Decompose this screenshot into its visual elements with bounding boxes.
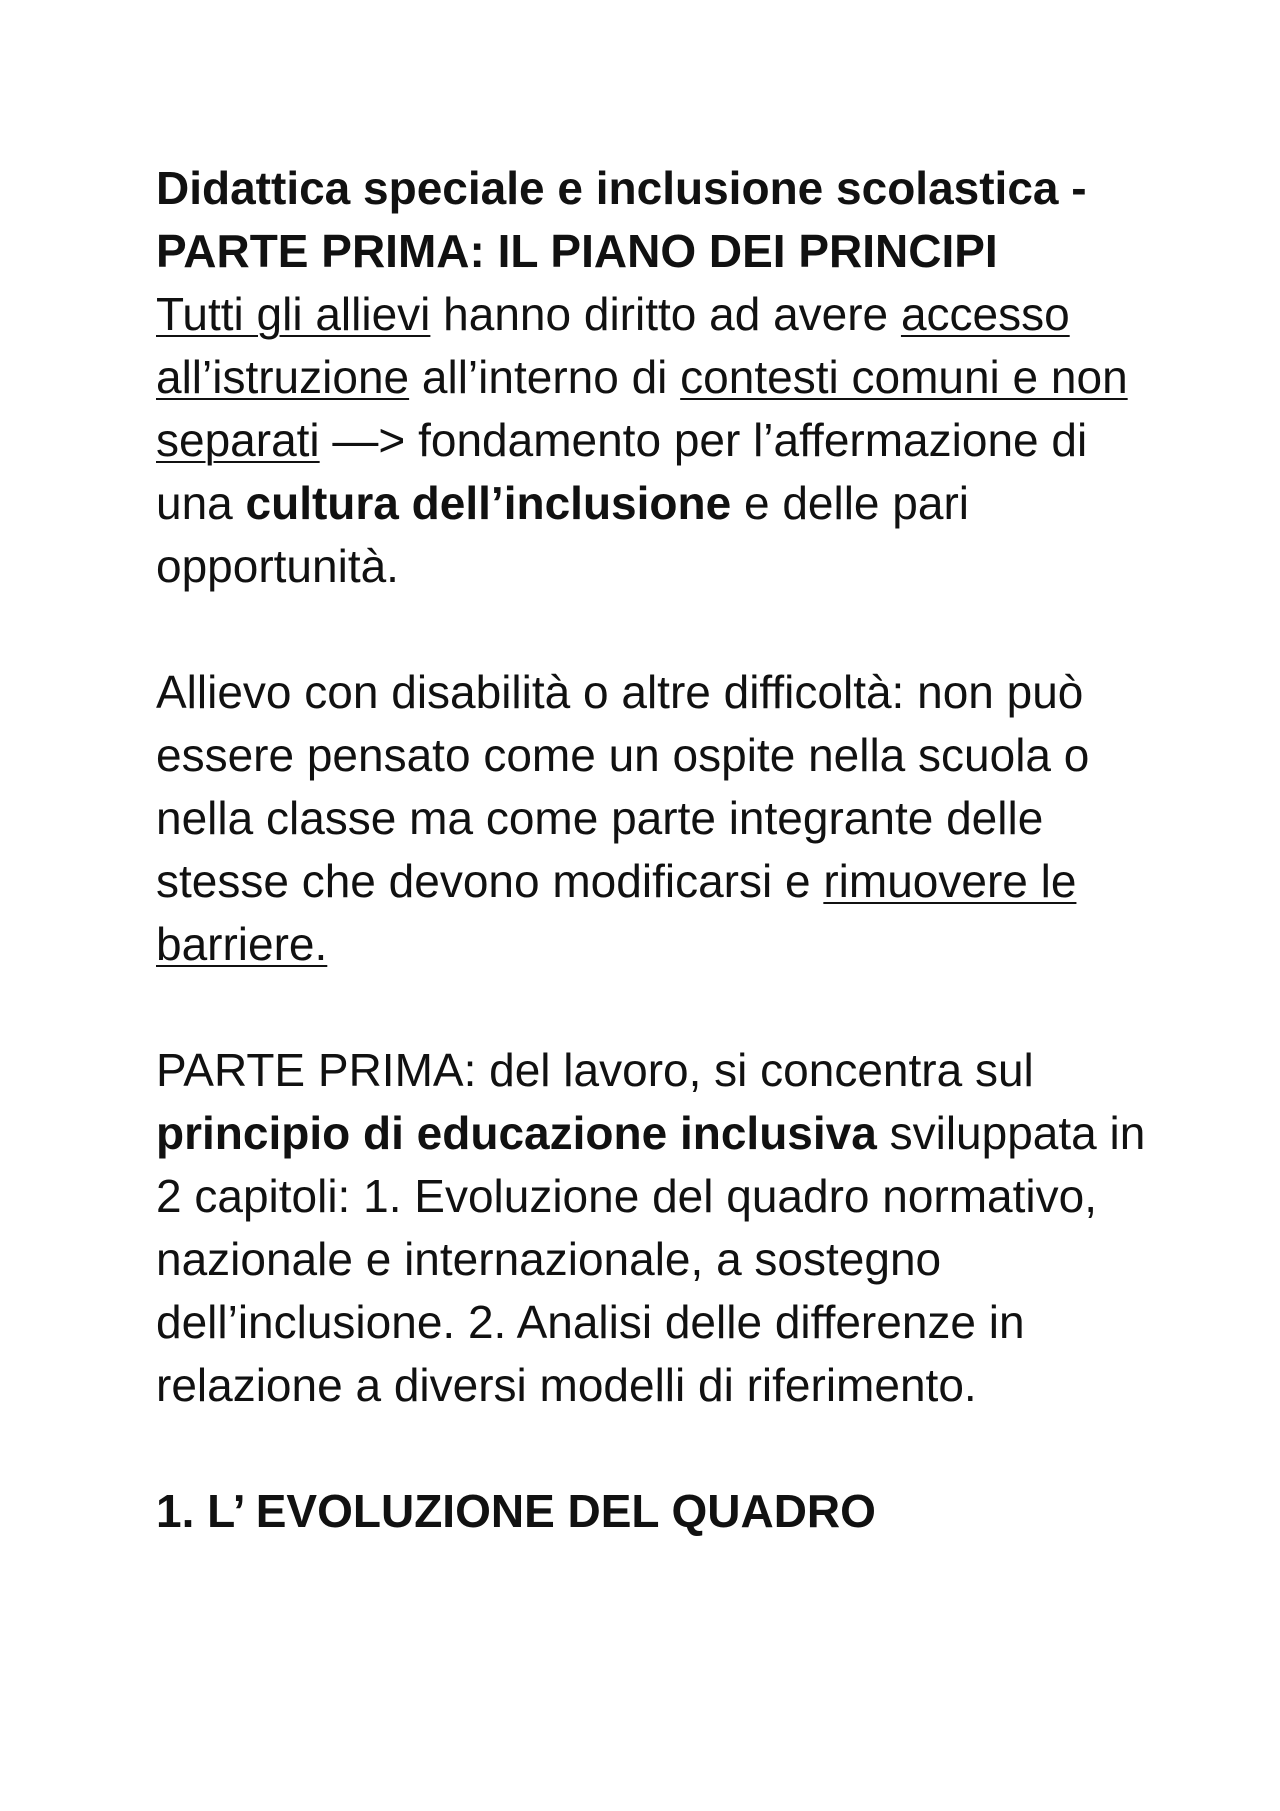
- underlined-phrase: rimuovere le barriere.: [156, 855, 1077, 970]
- paragraph-spacer: [156, 598, 1156, 661]
- paragraph-text: Allievo con disabilità o altre difficoltà: non può essere pensato come un ospite nella scuola o nella classe ma come parte integrante delle stesse che devono modificarsi e: [156, 666, 1090, 907]
- paragraph-part-one-overview: [156, 1039, 1156, 1417]
- paragraph-student-disability: [156, 661, 1156, 976]
- section-heading: 1. L’ EVOLUZIONE DEL QUADRO: [156, 1485, 876, 1537]
- bold-phrase: principio di educazione inclusiva: [156, 1107, 877, 1159]
- paragraph-spacer: [156, 1417, 1156, 1480]
- paragraph-text: all’interno di: [409, 351, 681, 403]
- underlined-phrase: Tutti gli allievi: [156, 288, 431, 340]
- paragraph-text: PARTE PRIMA: del lavoro, si concentra sul: [156, 1044, 1034, 1096]
- bold-phrase: cultura dell’inclusione: [245, 477, 732, 529]
- paragraph-right-to-education: [156, 283, 1156, 598]
- paragraph-text: sviluppata in 2 capitoli: 1. Evoluzione del quadro normativo, nazionale e internazionale, a sostegno dell’inclusione. 2. Analisi delle differenze in relazione a diversi modelli di riferimento.: [156, 1107, 1146, 1411]
- document-title: Didattica speciale e inclusione scolastica - PARTE PRIMA: IL PIANO DEI PRINCIPI: [156, 162, 1087, 277]
- paragraph-text: hanno diritto ad avere: [430, 288, 901, 340]
- document-page: [156, 157, 1156, 1543]
- underlined-phrase: contesti comuni e non separati: [156, 351, 1128, 466]
- underlined-phrase: accesso all’istruzione: [156, 288, 1070, 403]
- paragraph-text: —> fondamento per l’affermazione di una: [156, 414, 1088, 529]
- paragraph-spacer: [156, 976, 1156, 1039]
- paragraph-text: e delle pari opportunità.: [156, 477, 970, 592]
